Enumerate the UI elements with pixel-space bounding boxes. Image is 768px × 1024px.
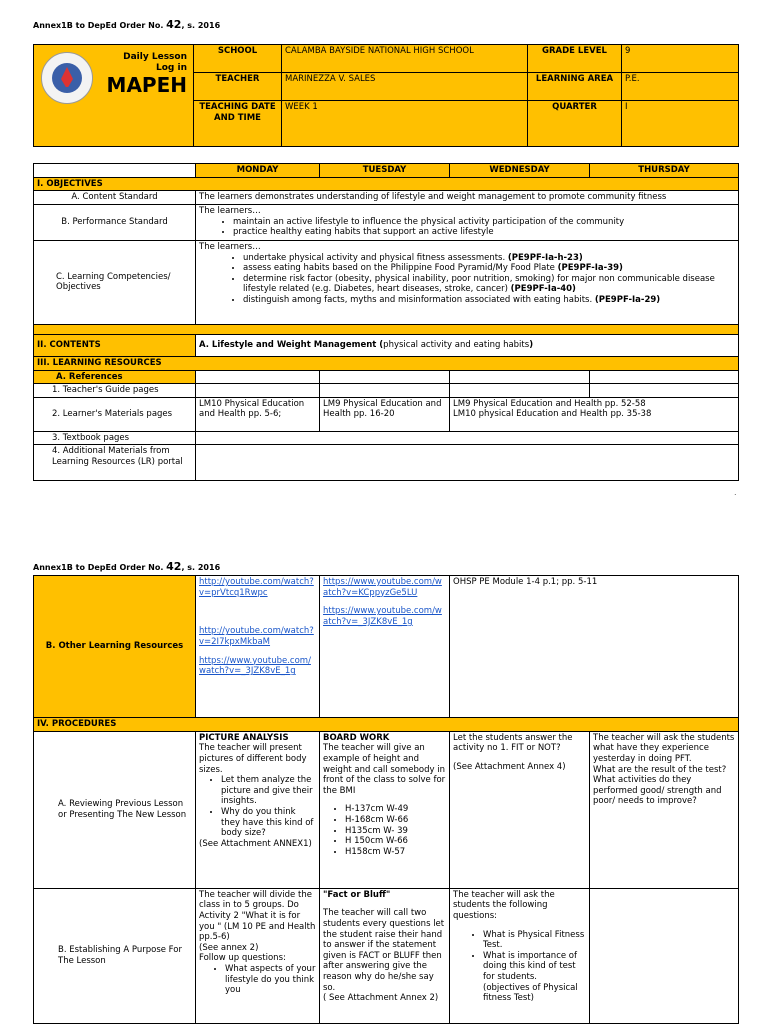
header-table [33,44,739,147]
day-tuesday: TUESDAY [320,164,450,178]
reviewing-tuesday: BOARD WORK The teacher will give an example of height and weight and call somebody in front of the class to solve for the BMI • H-137cm W-49 • H-168cm W-66 • H135cm W- 39 • H 150cm W-66 • H158cm W-57 [320,731,450,888]
page-dot: . [734,488,737,497]
content-standard-text: The learners demonstrates understanding of lifestyle and weight management to promote community fitness [196,191,739,205]
list-item: • distinguish among facts, myths and misinformation associated with eating habits. (PE9PF-Ia-29) [243,295,735,306]
teacher-value: MARINEZZA V. SALES [282,73,528,101]
area-label: LEARNING AREA [528,73,622,101]
content-standard-label: A. Content Standard [34,191,196,205]
performance-standard-label: B. Performance Standard [34,204,196,240]
list-item: • maintain an active lifestyle to influence the physical activity participation of the community [233,217,735,228]
list-item: • assess eating habits based on the Philippine Food Pyramid/My Food Plate (PE9PF-Ia-39) [243,263,735,274]
quarter-value: I [622,101,739,147]
title-block [34,45,194,147]
contents-cell: A. Lifestyle and Weight Management (physical activity and eating habits) [196,334,739,356]
other-tuesday [320,576,450,718]
youtube-link[interactable]: https://www.youtube.com/watch?v=_3JZK8vE_1g [199,655,311,677]
list-item: • What is Physical Fitness Test. [483,930,586,951]
annex-header-2: Annex1B to DepEd Order No. 42, s. 2016 [33,560,221,573]
youtube-link[interactable]: https://www.youtube.com/watch?v=_3JZK8vE_1g [323,606,442,627]
list-item: • H-168cm W-66 [345,815,446,826]
list-item: • What is importance of doing this kind of test for students. (objectives of Physical fitness Test) [483,951,586,1004]
list-item: • What aspects of your lifestyle do you think you [225,964,316,996]
title-mapeh: MAPEH [106,73,187,97]
lm-monday: LM10 Physical Education and Health pp. 5-6; [196,397,320,431]
procedures-table [33,575,739,1024]
annex-header-1: Annex1B to DepEd Order No. 42, s. 2016 [33,18,221,31]
deped-seal-logo [41,52,93,104]
performance-standard-cell: The learners… • maintain an active lifestyle to influence the physical activity participation of the community • practice healthy eating habits that support an active lifestyle [196,204,739,240]
date-label: TEACHING DATE AND TIME [194,101,282,147]
day-thursday: THURSDAY [590,164,739,178]
reviewing-label: A. Reviewing Previous Lesson or Presenting The New Lesson [34,731,196,888]
resources-heading: III. LEARNING RESOURCES [34,356,739,370]
day-wednesday: WEDNESDAY [450,164,590,178]
lm-wednesday: LM9 Physical Education and Health pp. 52-58 LM10 physical Education and Health pp. 35-38 [450,397,739,431]
lm-tuesday: LM9 Physical Education and Health pp. 16-20 [320,397,450,431]
references-label: A. References [34,370,196,384]
area-value: P.E. [622,73,739,101]
teachers-guide-label: 1. Teacher's Guide pages [34,384,196,398]
list-item: • determine risk factor (obesity, physical inability, poor nutrition, smoking) for major non communicable disease lifestyle related (e.g. Diabetes, heart diseases, stroke, cancer) (PE9PF-Ia-40) [243,274,735,295]
list-item: • Why do you think they have this kind of body size? [221,807,316,839]
objectives-table [33,163,739,481]
youtube-link[interactable]: http://youtube.com/watch?v=2I7kpxMkbaM [199,626,314,647]
grade-value: 9 [622,45,739,73]
additional-materials-label: 4. Additional Materials from Learning Resources (LR) portal [34,445,196,481]
list-item: • Let them analyze the picture and give their insights. [221,775,316,807]
purpose-wednesday: The teacher will ask the students the following questions: • What is Physical Fitness Test. • What is importance of doing this kind of test for students. (objectives of Physical fitness Test) [450,888,590,1023]
reviewing-thursday: The teacher will ask the students what have they experience yesterday in doing PFT. What are the result of the test? What activities do they performed good/ strength and poor/ needs to improve? [590,731,739,888]
textbook-label: 3. Textbook pages [34,431,196,445]
title-small: Daily Lesson Log in [123,52,187,74]
contents-label: II. CONTENTS [34,334,196,356]
youtube-link[interactable]: http://youtube.com/watch?v=prVtcq1Rwpc [199,577,314,598]
quarter-label: QUARTER [528,101,622,147]
other-monday [196,576,320,718]
objectives-heading: I. OBJECTIVES [34,177,739,191]
learners-materials-label: 2. Learner's Materials pages [34,397,196,431]
list-item: • H 150cm W-66 [345,836,446,847]
list-item: • practice healthy eating habits that support an active lifestyle [233,227,735,238]
competencies-cell: The learners… • undertake physical activity and physical fitness assessments. (PE9PF-Ia-h-23) • assess eating habits based on the Philippine Food Pyramid/My Food Plate (PE9PF-Ia-39) • determine risk factor (obesity, physical inability, poor nutrition, smoking) for major non communicable disease lifestyle related (e.g. Diabetes, heart diseases, stroke, cancer) (PE9PF-Ia-40) • distinguish among facts, myths and misinformation associated with eating habits. (PE9PF-Ia-29) [196,240,739,324]
other-wednesday: OHSP PE Module 1-4 p.1; pp. 5-11 [450,576,739,718]
school-value: CALAMBA BAYSIDE NATIONAL HIGH SCHOOL [282,45,528,73]
school-label: SCHOOL [194,45,282,73]
list-item: • undertake physical activity and physical fitness assessments. (PE9PF-Ia-h-23) [243,253,735,264]
other-resources-label: B. Other Learning Resources [34,576,196,718]
date-value: WEEK 1 [282,101,528,147]
competencies-label: C. Learning Competencies/ Objectives [34,240,196,324]
reviewing-wednesday: Let the students answer the activity no 1. FIT or NOT? (See Attachment Annex 4) [450,731,590,888]
grade-label: GRADE LEVEL [528,45,622,73]
purpose-tuesday: "Fact or Bluff" The teacher will call two students every questions let the student raise their hand to answer if the statement given is FACT or BLUFF then after answering give the reason why do he/she say so. ( See Attachment Annex 2) [320,888,450,1023]
list-item: • H-137cm W-49 [345,804,446,815]
purpose-thursday [590,888,739,1023]
day-monday: MONDAY [196,164,320,178]
purpose-label: B. Establishing A Purpose For The Lesson [34,888,196,1023]
teacher-label: TEACHER [194,73,282,101]
procedures-heading: IV. PROCEDURES [34,718,739,732]
purpose-monday: The teacher will divide the class in to 5 groups. Do Activity 2 "What it is for you " (LM 10 PE and Health pp.5-6) (See annex 2) Follow up questions: • What aspects of your lifestyle do you think you [196,888,320,1023]
list-item: • H135cm W- 39 [345,826,446,837]
reviewing-monday: PICTURE ANALYSIS The teacher will present pictures of different body sizes. • Let them analyze the picture and give their insights. • Why do you think they have this kind of body size? (See Attachment ANNEX1) [196,731,320,888]
list-item: • H158cm W-57 [345,847,446,858]
youtube-link[interactable]: https://www.youtube.com/watch?v=KCppyzGe5LU [323,577,442,598]
